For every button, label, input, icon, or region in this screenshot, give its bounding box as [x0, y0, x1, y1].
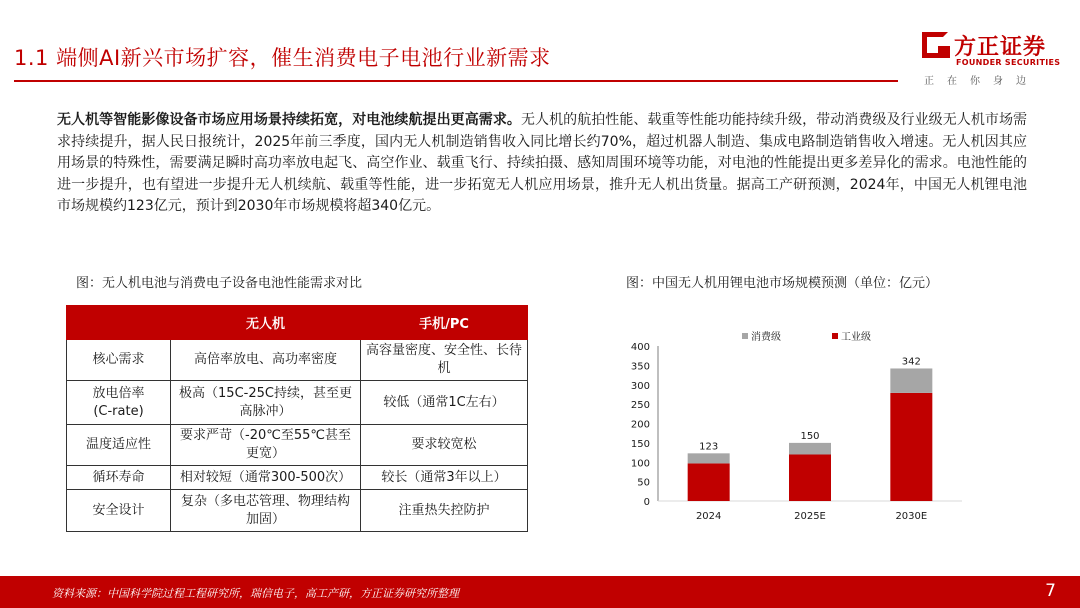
bar-segment-consumer: [789, 443, 831, 455]
logo-slogan: 正在你身边: [924, 76, 1039, 87]
legend-label: 消费级: [751, 332, 781, 343]
page-title: 1.1 端侧AI新兴市场扩容，催生消费电子电池行业新需求: [14, 46, 551, 70]
table-header-cell: [67, 306, 171, 340]
bar-total-label: 342: [901, 356, 921, 368]
y-tick-label: 150: [630, 438, 650, 450]
cell-line: 放电倍率 (C-rate): [92, 385, 145, 419]
y-tick-label: 100: [630, 458, 650, 470]
table-row: [67, 340, 528, 381]
bar-segment-consumer: [688, 453, 730, 463]
table-header-row: [67, 306, 528, 340]
intro-lead: 无人机等智能影像设备市场应用场景持续拓宽，对电池续航提出更高需求。: [57, 112, 521, 128]
table-cell: 注重热失控防护: [361, 490, 528, 532]
table-row: [67, 381, 528, 425]
intro-body: 无人机的航拍性能、载重等性能功能持续升级，带动消费级及行业级无人机市场需求持续提升，据人民日报统计，2025年前三季度，国内无人机制造销售收入同比增长约70%，超过机器人制造、集成电路制造销售收入增速。无人机因其应用场景的特殊性，需要满足瞬时高功率放电起飞、高空作业、载重飞行、持续拍摄、感知周围环境等功能，对电池的性能提出更多差异化的需求。电池性能的进一步提升，也有望进一步提升无人机续航、载重等性能，进一步拓宽无人机应用场景，推升无人机出货量。据高工产研预测，2024年，中国无人机锂电池市场规模约123亿元，预计到2030年市场规模将超340亿元。: [57, 112, 1028, 215]
table-cell: 安全设计: [67, 490, 171, 532]
bar-segment-industrial: [789, 455, 831, 502]
table-cell: 极高（15C-25C持续，甚至更高脉冲）: [171, 381, 361, 425]
y-tick-label: 350: [630, 361, 650, 373]
x-tick-label: 2024: [695, 511, 722, 522]
x-tick-label: 2025E: [794, 511, 826, 522]
table-cell: 高容量密度、安全性、长待机: [361, 340, 528, 381]
table-caption: 图：无人机电池与消费电子设备电池性能需求对比: [76, 276, 363, 291]
table-cell: 相对较短（通常300-500次）: [171, 466, 361, 490]
table-cell: 复杂（多电芯管理、物理结构加固）: [171, 490, 361, 532]
table-cell: 要求较宽松: [361, 425, 528, 466]
table-cell: 较长（通常3年以上）: [361, 466, 528, 490]
intro-paragraph: [57, 110, 1027, 218]
table-cell: 循环寿命: [67, 466, 171, 490]
page-number: 7: [1045, 581, 1056, 601]
table-row: [67, 490, 528, 532]
y-tick-label: 400: [630, 342, 650, 353]
table-cell: 温度适应性: [67, 425, 171, 466]
brand-logo: [918, 30, 1068, 88]
legend-label: 工业级: [841, 332, 871, 343]
table-row: [67, 466, 528, 490]
x-tick-label: 2030E: [895, 511, 928, 522]
y-tick-label: 200: [630, 419, 650, 431]
table-header-cell: 手机/PC: [361, 306, 528, 340]
bar-total-label: 123: [699, 441, 719, 453]
bar-total-label: 150: [800, 430, 820, 442]
market-size-chart: [612, 322, 972, 532]
table-cell: 要求严苛（-20℃至55℃甚至更宽）: [171, 425, 361, 466]
y-tick-label: 50: [637, 477, 650, 489]
logo-name-cn: 方正证券: [954, 35, 1047, 60]
y-tick-label: 300: [630, 380, 650, 392]
table-header-cell: 无人机: [171, 306, 361, 340]
table-cell: [67, 381, 171, 425]
table-cell: 高倍率放电、高功率密度: [171, 340, 361, 381]
chart-caption: 图：中国无人机用锂电池市场规模预测（单位：亿元）: [626, 276, 939, 291]
table-cell: 核心需求: [67, 340, 171, 381]
logo-mark-dot: [938, 46, 950, 58]
footer-bar: [0, 576, 1080, 608]
title-divider: [14, 80, 898, 82]
y-tick-label: 250: [630, 400, 650, 412]
bar-segment-consumer: [890, 368, 932, 392]
table-row: [67, 425, 528, 466]
legend-swatch: [742, 333, 748, 339]
bar-segment-industrial: [890, 393, 932, 501]
footer-source: 资料来源：中国科学院过程工程研究所，瑞信电子，高工产研，方正证券研究所整理: [52, 587, 459, 600]
legend-swatch: [832, 333, 838, 339]
bar-segment-industrial: [688, 463, 730, 501]
comparison-table: [66, 305, 528, 532]
logo-name-en: FOUNDER SECURITIES: [956, 58, 1061, 67]
table-cell: 较低（通常1C左右）: [361, 381, 528, 425]
y-tick-label: 0: [643, 497, 650, 508]
